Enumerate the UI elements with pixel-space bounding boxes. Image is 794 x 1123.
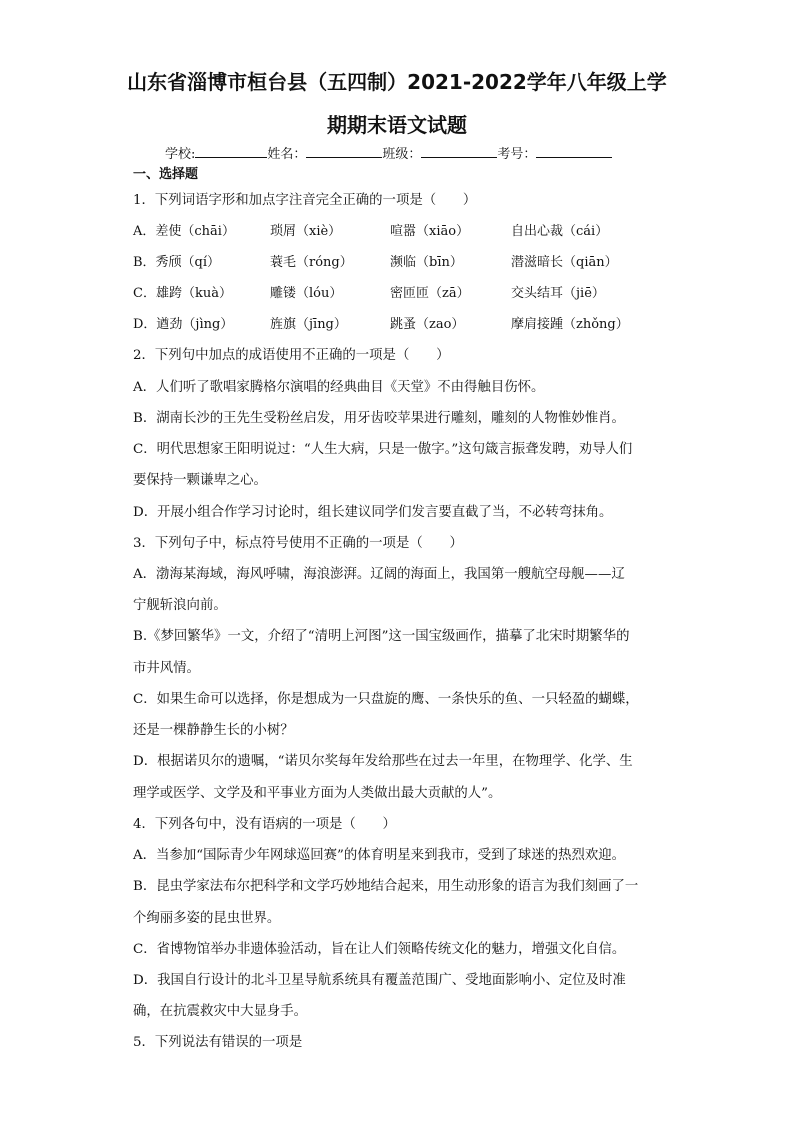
class-label: 班级： bbox=[382, 147, 422, 162]
exam-title-line-2: 期期末语文试题 bbox=[327, 113, 467, 137]
question-4-line: 个绚丽多姿的昆虫世界。 bbox=[133, 911, 281, 926]
question-2-line: C．明代思想家王阳明说过：“人生大病，只是一傲字。”这句箴言振聋发聘，劝导人们 bbox=[133, 442, 633, 457]
section-heading: 一、选择题 bbox=[133, 167, 199, 182]
question-3-line: 宁舰斩浪向前。 bbox=[133, 598, 227, 613]
school-label: 学校: bbox=[165, 147, 196, 162]
question-2-line: D．开展小组合作学习讨论时，组长建议同学们发言要直截了当，不必转弯抹角。 bbox=[133, 505, 613, 520]
question-4-line: 确，在抗震救灾中大显身手。 bbox=[133, 1004, 308, 1019]
option-cell: 雕镂（lóu） bbox=[270, 286, 343, 301]
option-cell: 琐屑（xiè） bbox=[270, 224, 342, 239]
question-5-stem: 5．下列说法有错误的一项是 bbox=[133, 1035, 303, 1050]
question-3-line: 还是一棵静静生长的小树？ bbox=[133, 723, 294, 738]
option-cell: 交头结耳（jiē） bbox=[511, 286, 605, 301]
option-cell: A．差使（chāi） bbox=[133, 224, 235, 239]
class-blank bbox=[421, 143, 497, 158]
name-label: 姓名： bbox=[267, 147, 307, 162]
option-cell: 潜滋暗长（qiān） bbox=[511, 255, 618, 270]
option-cell: B．秀颀（qí） bbox=[133, 255, 221, 270]
option-cell: 濒临（bīn） bbox=[390, 255, 463, 270]
option-cell: 密匝匝（zā） bbox=[390, 286, 470, 301]
question-4-line: D．我国自行设计的北斗卫星导航系统具有覆盖范围广、受地面影响小、定位及时准 bbox=[133, 973, 626, 988]
option-cell: 跳蚤（zao） bbox=[390, 317, 465, 332]
question-3-line: 理学或医学、文学及和平事业方面为人类做出最大贡献的人”。 bbox=[133, 786, 502, 801]
option-cell: 摩肩接踵（zhǒng） bbox=[511, 317, 629, 332]
question-1-stem: 1．下列词语字形和加点字注音完全正确的一项是（ ） bbox=[133, 193, 477, 208]
question-4-stem: 4．下列各句中，没有语病的一项是（ ） bbox=[133, 817, 396, 832]
question-4-line: B．昆虫学家法布尔把科学和文学巧妙地结合起来，用生动形象的语言为我们刻画了一 bbox=[133, 879, 639, 894]
question-2-stem: 2．下列句中加点的成语使用不正确的一项是（ ） bbox=[133, 348, 450, 363]
student-info-row bbox=[165, 143, 612, 165]
question-3-line: 市井风情。 bbox=[133, 661, 200, 676]
option-cell: 自出心裁（cái） bbox=[511, 224, 609, 239]
question-3-line: B.《梦回繁华》一文，介绍了“清明上河图”这一国宝级画作，描摹了北宋时期繁华的 bbox=[133, 629, 630, 644]
exam-title-line-1: 山东省淄博市桓台县（五四制）2021-2022学年八年级上学 bbox=[127, 70, 667, 94]
school-blank bbox=[195, 143, 267, 158]
question-4-line: A．当参加“国际青少年网球巡回赛”的体育明星来到我市，受到了球迷的热烈欢迎。 bbox=[133, 848, 626, 863]
option-cell: 喧嚣（xiāo） bbox=[390, 224, 470, 239]
question-3-stem: 3．下列句子中，标点符号使用不正确的一项是（ ） bbox=[133, 536, 463, 551]
question-3-line: C．如果生命可以选择，你是想成为一只盘旋的鹰、一条快乐的鱼、一只轻盈的蝴蝶， bbox=[133, 692, 639, 707]
option-cell: 旌旗（jīng） bbox=[270, 317, 347, 332]
question-2-line: B．湖南长沙的王先生受粉丝启发，用牙齿咬苹果进行雕刻，雕刻的人物惟妙惟肖。 bbox=[133, 411, 625, 426]
question-3-line: A．渤海某海域，海风呼啸，海浪澎湃。辽阔的海面上，我国第一艘航空母舰——辽 bbox=[133, 567, 625, 582]
number-blank bbox=[536, 143, 612, 158]
question-2-line: 要保持一颗谦卑之心。 bbox=[133, 473, 267, 488]
question-3-line: D．根据诺贝尔的遗嘱，“诺贝尔奖每年发给那些在过去一年里，在物理学、化学、生 bbox=[133, 754, 633, 769]
option-cell: D．遒劲（jìng） bbox=[133, 317, 234, 332]
option-cell: 蓑毛（róng） bbox=[270, 255, 353, 270]
number-label: 考号： bbox=[497, 147, 537, 162]
name-blank bbox=[306, 143, 382, 158]
option-cell: C．雄跨（kuà） bbox=[133, 286, 232, 301]
question-4-line: C．省博物馆举办非遗体验活动，旨在让人们领略传统文化的魅力，增强文化自信。 bbox=[133, 942, 626, 957]
question-2-line: A．人们听了歌唱家腾格尔演唱的经典曲目《天堂》不由得触目伤怀。 bbox=[133, 380, 545, 395]
